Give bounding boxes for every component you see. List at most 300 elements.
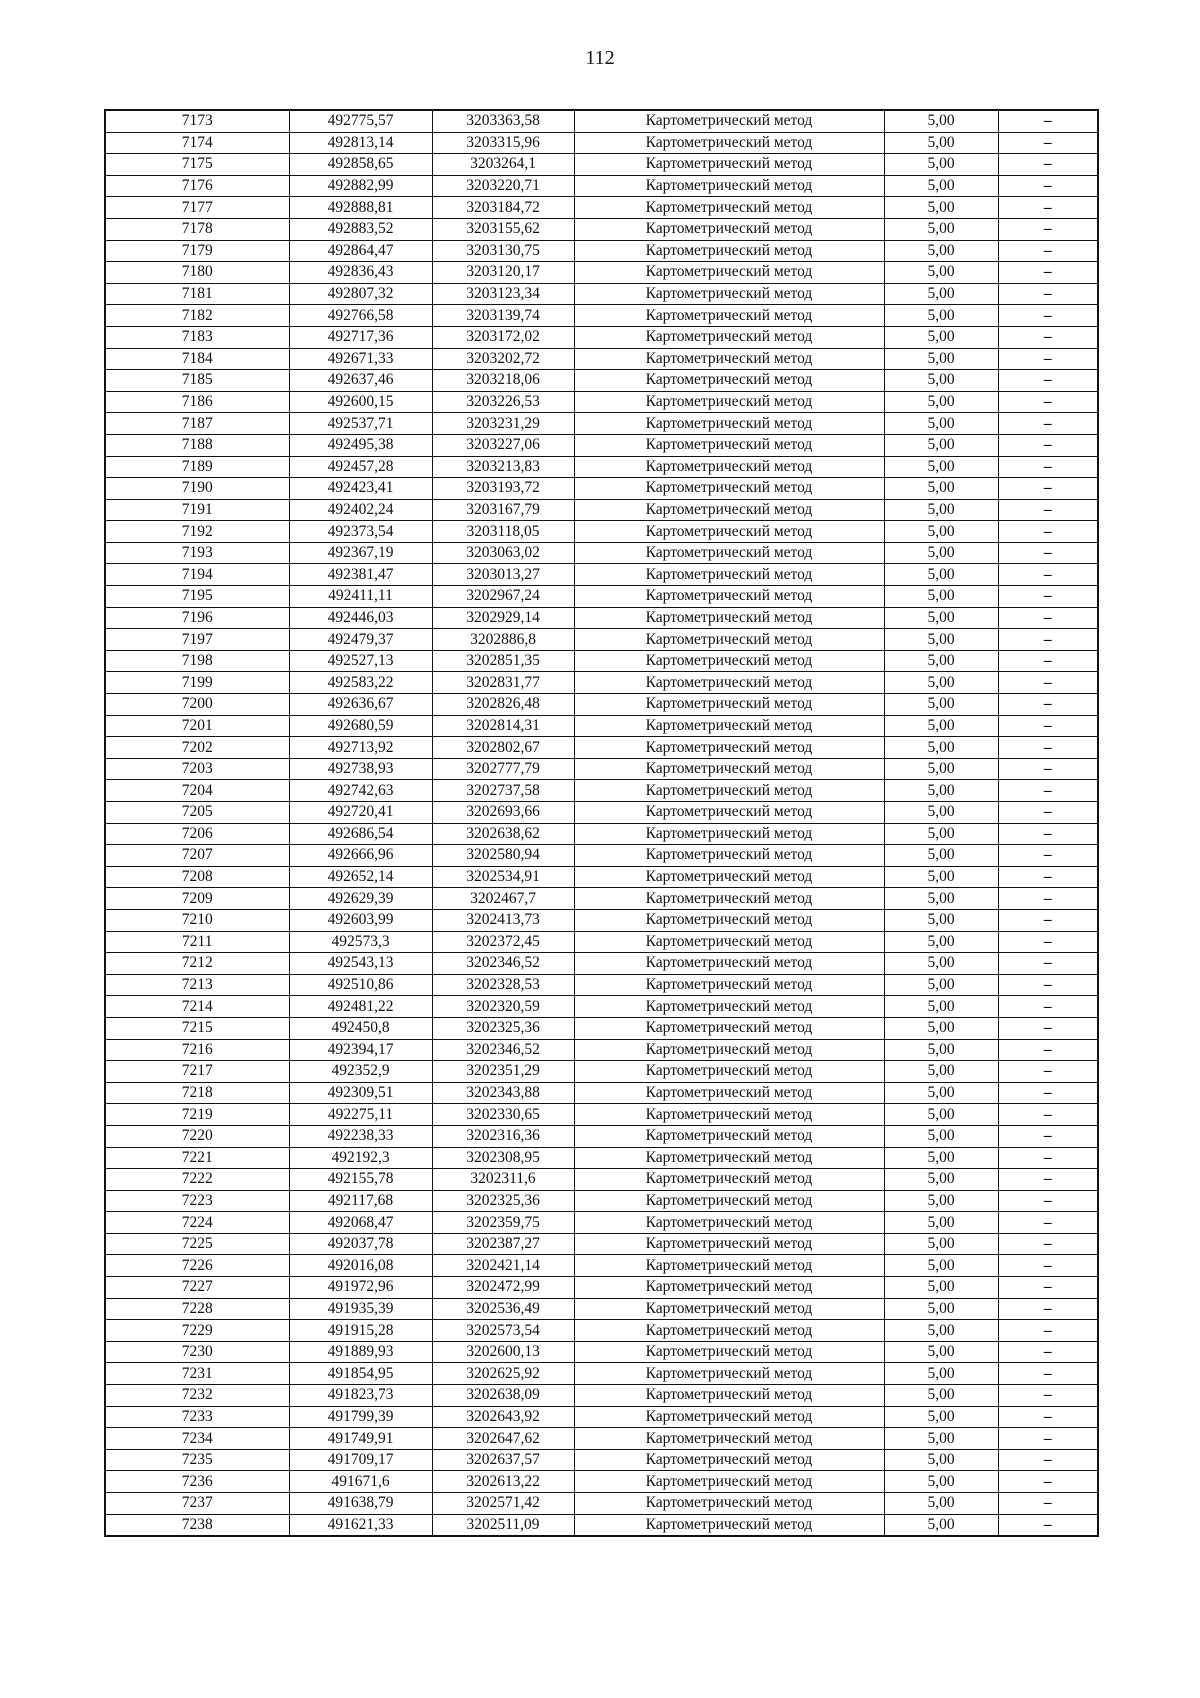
x-coordinate-cell: 492155,78 — [289, 1169, 432, 1191]
table-row — [105, 1233, 1098, 1255]
dash-cell: – — [998, 715, 1098, 737]
method-cell: Картометрический метод — [574, 197, 884, 219]
dash-cell: – — [998, 1298, 1098, 1320]
method-cell: Картометрический метод — [574, 996, 884, 1018]
point-number-cell: 7237 — [105, 1493, 289, 1515]
dash-cell: – — [998, 1104, 1098, 1126]
method-cell: Картометрический метод — [574, 823, 884, 845]
x-coordinate-cell: 491749,91 — [289, 1428, 432, 1450]
accuracy-cell: 5,00 — [884, 391, 998, 413]
dash-cell: – — [998, 1190, 1098, 1212]
y-coordinate-cell: 3202346,52 — [432, 1039, 574, 1061]
dash-cell: – — [998, 521, 1098, 543]
y-coordinate-cell: 3202929,14 — [432, 607, 574, 629]
x-coordinate-cell: 492373,54 — [289, 521, 432, 543]
dash-cell: – — [998, 499, 1098, 521]
point-number-cell: 7203 — [105, 758, 289, 780]
dash-cell: – — [998, 996, 1098, 1018]
method-cell: Картометрический метод — [574, 1017, 884, 1039]
accuracy-cell: 5,00 — [884, 370, 998, 392]
point-number-cell: 7212 — [105, 953, 289, 975]
x-coordinate-cell: 491823,73 — [289, 1385, 432, 1407]
accuracy-cell: 5,00 — [884, 1039, 998, 1061]
accuracy-cell: 5,00 — [884, 758, 998, 780]
accuracy-cell: 5,00 — [884, 672, 998, 694]
dash-cell: – — [998, 845, 1098, 867]
method-cell: Картометрический метод — [574, 175, 884, 197]
dash-cell: – — [998, 650, 1098, 672]
method-cell: Картометрический метод — [574, 1233, 884, 1255]
point-number-cell: 7210 — [105, 909, 289, 931]
y-coordinate-cell: 3202826,48 — [432, 694, 574, 716]
y-coordinate-cell: 3203231,29 — [432, 413, 574, 435]
table-row — [105, 110, 1098, 132]
table-row — [105, 866, 1098, 888]
table-row — [105, 1212, 1098, 1234]
accuracy-cell: 5,00 — [884, 650, 998, 672]
y-coordinate-cell: 3202573,54 — [432, 1320, 574, 1342]
y-coordinate-cell: 3202343,88 — [432, 1082, 574, 1104]
dash-cell: – — [998, 154, 1098, 176]
x-coordinate-cell: 492882,99 — [289, 175, 432, 197]
table-row — [105, 715, 1098, 737]
method-cell: Картометрический метод — [574, 1320, 884, 1342]
y-coordinate-cell: 3203130,75 — [432, 240, 574, 262]
accuracy-cell: 5,00 — [884, 283, 998, 305]
method-cell: Картометрический метод — [574, 370, 884, 392]
accuracy-cell: 5,00 — [884, 175, 998, 197]
table-row — [105, 1385, 1098, 1407]
accuracy-cell: 5,00 — [884, 694, 998, 716]
method-cell: Картометрический метод — [574, 953, 884, 975]
table-row — [105, 1082, 1098, 1104]
point-number-cell: 7224 — [105, 1212, 289, 1234]
x-coordinate-cell: 492275,11 — [289, 1104, 432, 1126]
point-number-cell: 7182 — [105, 305, 289, 327]
method-cell: Картометрический метод — [574, 672, 884, 694]
y-coordinate-cell: 3202802,67 — [432, 737, 574, 759]
point-number-cell: 7211 — [105, 931, 289, 953]
accuracy-cell: 5,00 — [884, 629, 998, 651]
point-number-cell: 7235 — [105, 1449, 289, 1471]
y-coordinate-cell: 3202372,45 — [432, 931, 574, 953]
x-coordinate-cell: 492603,99 — [289, 909, 432, 931]
x-coordinate-cell: 492686,54 — [289, 823, 432, 845]
y-coordinate-cell: 3202467,7 — [432, 888, 574, 910]
point-number-cell: 7219 — [105, 1104, 289, 1126]
method-cell: Картометрический метод — [574, 521, 884, 543]
y-coordinate-cell: 3202638,09 — [432, 1385, 574, 1407]
x-coordinate-cell: 492016,08 — [289, 1255, 432, 1277]
y-coordinate-cell: 3202359,75 — [432, 1212, 574, 1234]
table-row — [105, 823, 1098, 845]
page-number: 112 — [585, 47, 615, 69]
y-coordinate-cell: 3202613,22 — [432, 1471, 574, 1493]
x-coordinate-cell: 492636,67 — [289, 694, 432, 716]
dash-cell: – — [998, 197, 1098, 219]
y-coordinate-cell: 3202638,62 — [432, 823, 574, 845]
y-coordinate-cell: 3203220,71 — [432, 175, 574, 197]
x-coordinate-cell: 492402,24 — [289, 499, 432, 521]
method-cell: Картометрический метод — [574, 499, 884, 521]
x-coordinate-cell: 492600,15 — [289, 391, 432, 413]
method-cell: Картометрический метод — [574, 1147, 884, 1169]
point-number-cell: 7218 — [105, 1082, 289, 1104]
x-coordinate-cell: 492573,3 — [289, 931, 432, 953]
accuracy-cell: 5,00 — [884, 1061, 998, 1083]
y-coordinate-cell: 3203172,02 — [432, 326, 574, 348]
y-coordinate-cell: 3203155,62 — [432, 218, 574, 240]
x-coordinate-cell: 492510,86 — [289, 974, 432, 996]
method-cell: Картометрический метод — [574, 154, 884, 176]
x-coordinate-cell: 492888,81 — [289, 197, 432, 219]
table-row — [105, 197, 1098, 219]
accuracy-cell: 5,00 — [884, 1017, 998, 1039]
x-coordinate-cell: 492652,14 — [289, 866, 432, 888]
point-number-cell: 7225 — [105, 1233, 289, 1255]
dash-cell: – — [998, 1255, 1098, 1277]
accuracy-cell: 5,00 — [884, 823, 998, 845]
accuracy-cell: 5,00 — [884, 542, 998, 564]
accuracy-cell: 5,00 — [884, 780, 998, 802]
accuracy-cell: 5,00 — [884, 326, 998, 348]
method-cell: Картометрический метод — [574, 1039, 884, 1061]
method-cell: Картометрический метод — [574, 218, 884, 240]
dash-cell: – — [998, 218, 1098, 240]
table-row — [105, 348, 1098, 370]
y-coordinate-cell: 3202346,52 — [432, 953, 574, 975]
table-row — [105, 845, 1098, 867]
x-coordinate-cell: 492446,03 — [289, 607, 432, 629]
dash-cell: – — [998, 586, 1098, 608]
table-row — [105, 1169, 1098, 1191]
method-cell: Картометрический метод — [574, 694, 884, 716]
table-row — [105, 737, 1098, 759]
table-row — [105, 802, 1098, 824]
method-cell: Картометрический метод — [574, 391, 884, 413]
method-cell: Картометрический метод — [574, 1428, 884, 1450]
dash-cell: – — [998, 737, 1098, 759]
x-coordinate-cell: 492637,46 — [289, 370, 432, 392]
dash-cell: – — [998, 456, 1098, 478]
dash-cell: – — [998, 888, 1098, 910]
x-coordinate-cell: 492381,47 — [289, 564, 432, 586]
x-coordinate-cell: 492527,13 — [289, 650, 432, 672]
dash-cell: – — [998, 1017, 1098, 1039]
x-coordinate-cell: 491621,33 — [289, 1514, 432, 1536]
accuracy-cell: 5,00 — [884, 262, 998, 284]
table-row — [105, 758, 1098, 780]
table-row — [105, 1449, 1098, 1471]
x-coordinate-cell: 492543,13 — [289, 953, 432, 975]
y-coordinate-cell: 3203184,72 — [432, 197, 574, 219]
x-coordinate-cell: 491972,96 — [289, 1277, 432, 1299]
y-coordinate-cell: 3202325,36 — [432, 1017, 574, 1039]
y-coordinate-cell: 3203227,06 — [432, 434, 574, 456]
table-row — [105, 456, 1098, 478]
method-cell: Картометрический метод — [574, 413, 884, 435]
point-number-cell: 7205 — [105, 802, 289, 824]
point-number-cell: 7230 — [105, 1341, 289, 1363]
point-number-cell: 7214 — [105, 996, 289, 1018]
x-coordinate-cell: 491854,95 — [289, 1363, 432, 1385]
y-coordinate-cell: 3202647,62 — [432, 1428, 574, 1450]
y-coordinate-cell: 3202851,35 — [432, 650, 574, 672]
method-cell: Картометрический метод — [574, 607, 884, 629]
x-coordinate-cell: 492423,41 — [289, 478, 432, 500]
method-cell: Картометрический метод — [574, 802, 884, 824]
method-cell: Картометрический метод — [574, 1385, 884, 1407]
dash-cell: – — [998, 694, 1098, 716]
table-row — [105, 1190, 1098, 1212]
table-row — [105, 1104, 1098, 1126]
point-number-cell: 7188 — [105, 434, 289, 456]
dash-cell: – — [998, 262, 1098, 284]
method-cell: Картометрический метод — [574, 110, 884, 132]
table-row — [105, 521, 1098, 543]
method-cell: Картометрический метод — [574, 931, 884, 953]
y-coordinate-cell: 3202600,13 — [432, 1341, 574, 1363]
table-row — [105, 586, 1098, 608]
method-cell: Картометрический метод — [574, 1471, 884, 1493]
table-row — [105, 391, 1098, 413]
point-number-cell: 7221 — [105, 1147, 289, 1169]
method-cell: Картометрический метод — [574, 1406, 884, 1428]
dash-cell: – — [998, 823, 1098, 845]
table-row — [105, 132, 1098, 154]
method-cell: Картометрический метод — [574, 1190, 884, 1212]
point-number-cell: 7193 — [105, 542, 289, 564]
point-number-cell: 7238 — [105, 1514, 289, 1536]
method-cell: Картометрический метод — [574, 1363, 884, 1385]
dash-cell: – — [998, 1341, 1098, 1363]
dash-cell: – — [998, 326, 1098, 348]
method-cell: Картометрический метод — [574, 1169, 884, 1191]
x-coordinate-cell: 492720,41 — [289, 802, 432, 824]
accuracy-cell: 5,00 — [884, 1449, 998, 1471]
accuracy-cell: 5,00 — [884, 348, 998, 370]
x-coordinate-cell: 492666,96 — [289, 845, 432, 867]
method-cell: Картометрический метод — [574, 1298, 884, 1320]
method-cell: Картометрический метод — [574, 1341, 884, 1363]
accuracy-cell: 5,00 — [884, 1169, 998, 1191]
x-coordinate-cell: 492738,93 — [289, 758, 432, 780]
dash-cell: – — [998, 391, 1098, 413]
dash-cell: – — [998, 542, 1098, 564]
point-number-cell: 7216 — [105, 1039, 289, 1061]
x-coordinate-cell: 492537,71 — [289, 413, 432, 435]
accuracy-cell: 5,00 — [884, 888, 998, 910]
dash-cell: – — [998, 478, 1098, 500]
dash-cell: – — [998, 1320, 1098, 1342]
table-row — [105, 240, 1098, 262]
accuracy-cell: 5,00 — [884, 1277, 998, 1299]
accuracy-cell: 5,00 — [884, 1147, 998, 1169]
table-row — [105, 1320, 1098, 1342]
method-cell: Картометрический метод — [574, 650, 884, 672]
dash-cell: – — [998, 909, 1098, 931]
dash-cell: – — [998, 175, 1098, 197]
point-number-cell: 7231 — [105, 1363, 289, 1385]
dash-cell: – — [998, 629, 1098, 651]
method-cell: Картометрический метод — [574, 758, 884, 780]
method-cell: Картометрический метод — [574, 1104, 884, 1126]
y-coordinate-cell: 3202311,6 — [432, 1169, 574, 1191]
point-number-cell: 7222 — [105, 1169, 289, 1191]
table-row — [105, 175, 1098, 197]
x-coordinate-cell: 492775,57 — [289, 110, 432, 132]
y-coordinate-cell: 3202886,8 — [432, 629, 574, 651]
accuracy-cell: 5,00 — [884, 1428, 998, 1450]
dash-cell: – — [998, 1385, 1098, 1407]
dash-cell: – — [998, 110, 1098, 132]
accuracy-cell: 5,00 — [884, 715, 998, 737]
y-coordinate-cell: 3202351,29 — [432, 1061, 574, 1083]
y-coordinate-cell: 3202571,42 — [432, 1493, 574, 1515]
dash-cell: – — [998, 1125, 1098, 1147]
dash-cell: – — [998, 607, 1098, 629]
point-number-cell: 7200 — [105, 694, 289, 716]
x-coordinate-cell: 492457,28 — [289, 456, 432, 478]
dash-cell: – — [998, 1514, 1098, 1536]
method-cell: Картометрический метод — [574, 715, 884, 737]
table-row — [105, 1125, 1098, 1147]
point-number-cell: 7196 — [105, 607, 289, 629]
accuracy-cell: 5,00 — [884, 1190, 998, 1212]
point-number-cell: 7186 — [105, 391, 289, 413]
dash-cell: – — [998, 1363, 1098, 1385]
dash-cell: – — [998, 672, 1098, 694]
dash-cell: – — [998, 1493, 1098, 1515]
method-cell: Картометрический метод — [574, 326, 884, 348]
dash-cell: – — [998, 1471, 1098, 1493]
y-coordinate-cell: 3202421,14 — [432, 1255, 574, 1277]
method-cell: Картометрический метод — [574, 240, 884, 262]
x-coordinate-cell: 492883,52 — [289, 218, 432, 240]
y-coordinate-cell: 3202328,53 — [432, 974, 574, 996]
y-coordinate-cell: 3202637,57 — [432, 1449, 574, 1471]
method-cell: Картометрический метод — [574, 1277, 884, 1299]
y-coordinate-cell: 3203063,02 — [432, 542, 574, 564]
table-row — [105, 1406, 1098, 1428]
table-row — [105, 953, 1098, 975]
y-coordinate-cell: 3202320,59 — [432, 996, 574, 1018]
table-row — [105, 1471, 1098, 1493]
y-coordinate-cell: 3202325,36 — [432, 1190, 574, 1212]
point-number-cell: 7233 — [105, 1406, 289, 1428]
table-row — [105, 780, 1098, 802]
x-coordinate-cell: 492394,17 — [289, 1039, 432, 1061]
y-coordinate-cell: 3203120,17 — [432, 262, 574, 284]
x-coordinate-cell: 492037,78 — [289, 1233, 432, 1255]
accuracy-cell: 5,00 — [884, 909, 998, 931]
accuracy-cell: 5,00 — [884, 866, 998, 888]
accuracy-cell: 5,00 — [884, 456, 998, 478]
x-coordinate-cell: 492411,11 — [289, 586, 432, 608]
x-coordinate-cell: 491889,93 — [289, 1341, 432, 1363]
accuracy-cell: 5,00 — [884, 1363, 998, 1385]
point-number-cell: 7174 — [105, 132, 289, 154]
coordinates-table-body — [105, 110, 1098, 1536]
dash-cell: – — [998, 348, 1098, 370]
x-coordinate-cell: 492352,9 — [289, 1061, 432, 1083]
accuracy-cell: 5,00 — [884, 1514, 998, 1536]
method-cell: Картометрический метод — [574, 586, 884, 608]
point-number-cell: 7234 — [105, 1428, 289, 1450]
table-row — [105, 650, 1098, 672]
table-row — [105, 1493, 1098, 1515]
y-coordinate-cell: 3203213,83 — [432, 456, 574, 478]
dash-cell: – — [998, 1212, 1098, 1234]
x-coordinate-cell: 492479,37 — [289, 629, 432, 651]
table-row — [105, 974, 1098, 996]
y-coordinate-cell: 3203202,72 — [432, 348, 574, 370]
accuracy-cell: 5,00 — [884, 110, 998, 132]
accuracy-cell: 5,00 — [884, 931, 998, 953]
table-row — [105, 1514, 1098, 1536]
table-row — [105, 931, 1098, 953]
point-number-cell: 7189 — [105, 456, 289, 478]
table-row — [105, 694, 1098, 716]
y-coordinate-cell: 3203167,79 — [432, 499, 574, 521]
dash-cell: – — [998, 434, 1098, 456]
x-coordinate-cell: 491709,17 — [289, 1449, 432, 1471]
y-coordinate-cell: 3202777,79 — [432, 758, 574, 780]
y-coordinate-cell: 3203118,05 — [432, 521, 574, 543]
point-number-cell: 7227 — [105, 1277, 289, 1299]
x-coordinate-cell: 491935,39 — [289, 1298, 432, 1320]
y-coordinate-cell: 3202511,09 — [432, 1514, 574, 1536]
accuracy-cell: 5,00 — [884, 499, 998, 521]
table-row — [105, 1341, 1098, 1363]
y-coordinate-cell: 3203363,58 — [432, 110, 574, 132]
x-coordinate-cell: 492238,33 — [289, 1125, 432, 1147]
table-row — [105, 1428, 1098, 1450]
point-number-cell: 7185 — [105, 370, 289, 392]
point-number-cell: 7228 — [105, 1298, 289, 1320]
y-coordinate-cell: 3203139,74 — [432, 305, 574, 327]
y-coordinate-cell: 3202625,92 — [432, 1363, 574, 1385]
x-coordinate-cell: 492450,8 — [289, 1017, 432, 1039]
dash-cell: – — [998, 283, 1098, 305]
y-coordinate-cell: 3203218,06 — [432, 370, 574, 392]
method-cell: Картометрический метод — [574, 888, 884, 910]
point-number-cell: 7187 — [105, 413, 289, 435]
table-row — [105, 499, 1098, 521]
x-coordinate-cell: 492836,43 — [289, 262, 432, 284]
point-number-cell: 7202 — [105, 737, 289, 759]
x-coordinate-cell: 492309,51 — [289, 1082, 432, 1104]
point-number-cell: 7197 — [105, 629, 289, 651]
y-coordinate-cell: 3202580,94 — [432, 845, 574, 867]
point-number-cell: 7199 — [105, 672, 289, 694]
table-row — [105, 413, 1098, 435]
x-coordinate-cell: 492766,58 — [289, 305, 432, 327]
method-cell: Картометрический метод — [574, 1212, 884, 1234]
accuracy-cell: 5,00 — [884, 1406, 998, 1428]
y-coordinate-cell: 3202387,27 — [432, 1233, 574, 1255]
dash-cell: – — [998, 1082, 1098, 1104]
accuracy-cell: 5,00 — [884, 478, 998, 500]
x-coordinate-cell: 492813,14 — [289, 132, 432, 154]
method-cell: Картометрический метод — [574, 629, 884, 651]
y-coordinate-cell: 3202534,91 — [432, 866, 574, 888]
y-coordinate-cell: 3203264,1 — [432, 154, 574, 176]
table-row — [105, 1277, 1098, 1299]
x-coordinate-cell: 491638,79 — [289, 1493, 432, 1515]
point-number-cell: 7192 — [105, 521, 289, 543]
x-coordinate-cell: 492068,47 — [289, 1212, 432, 1234]
